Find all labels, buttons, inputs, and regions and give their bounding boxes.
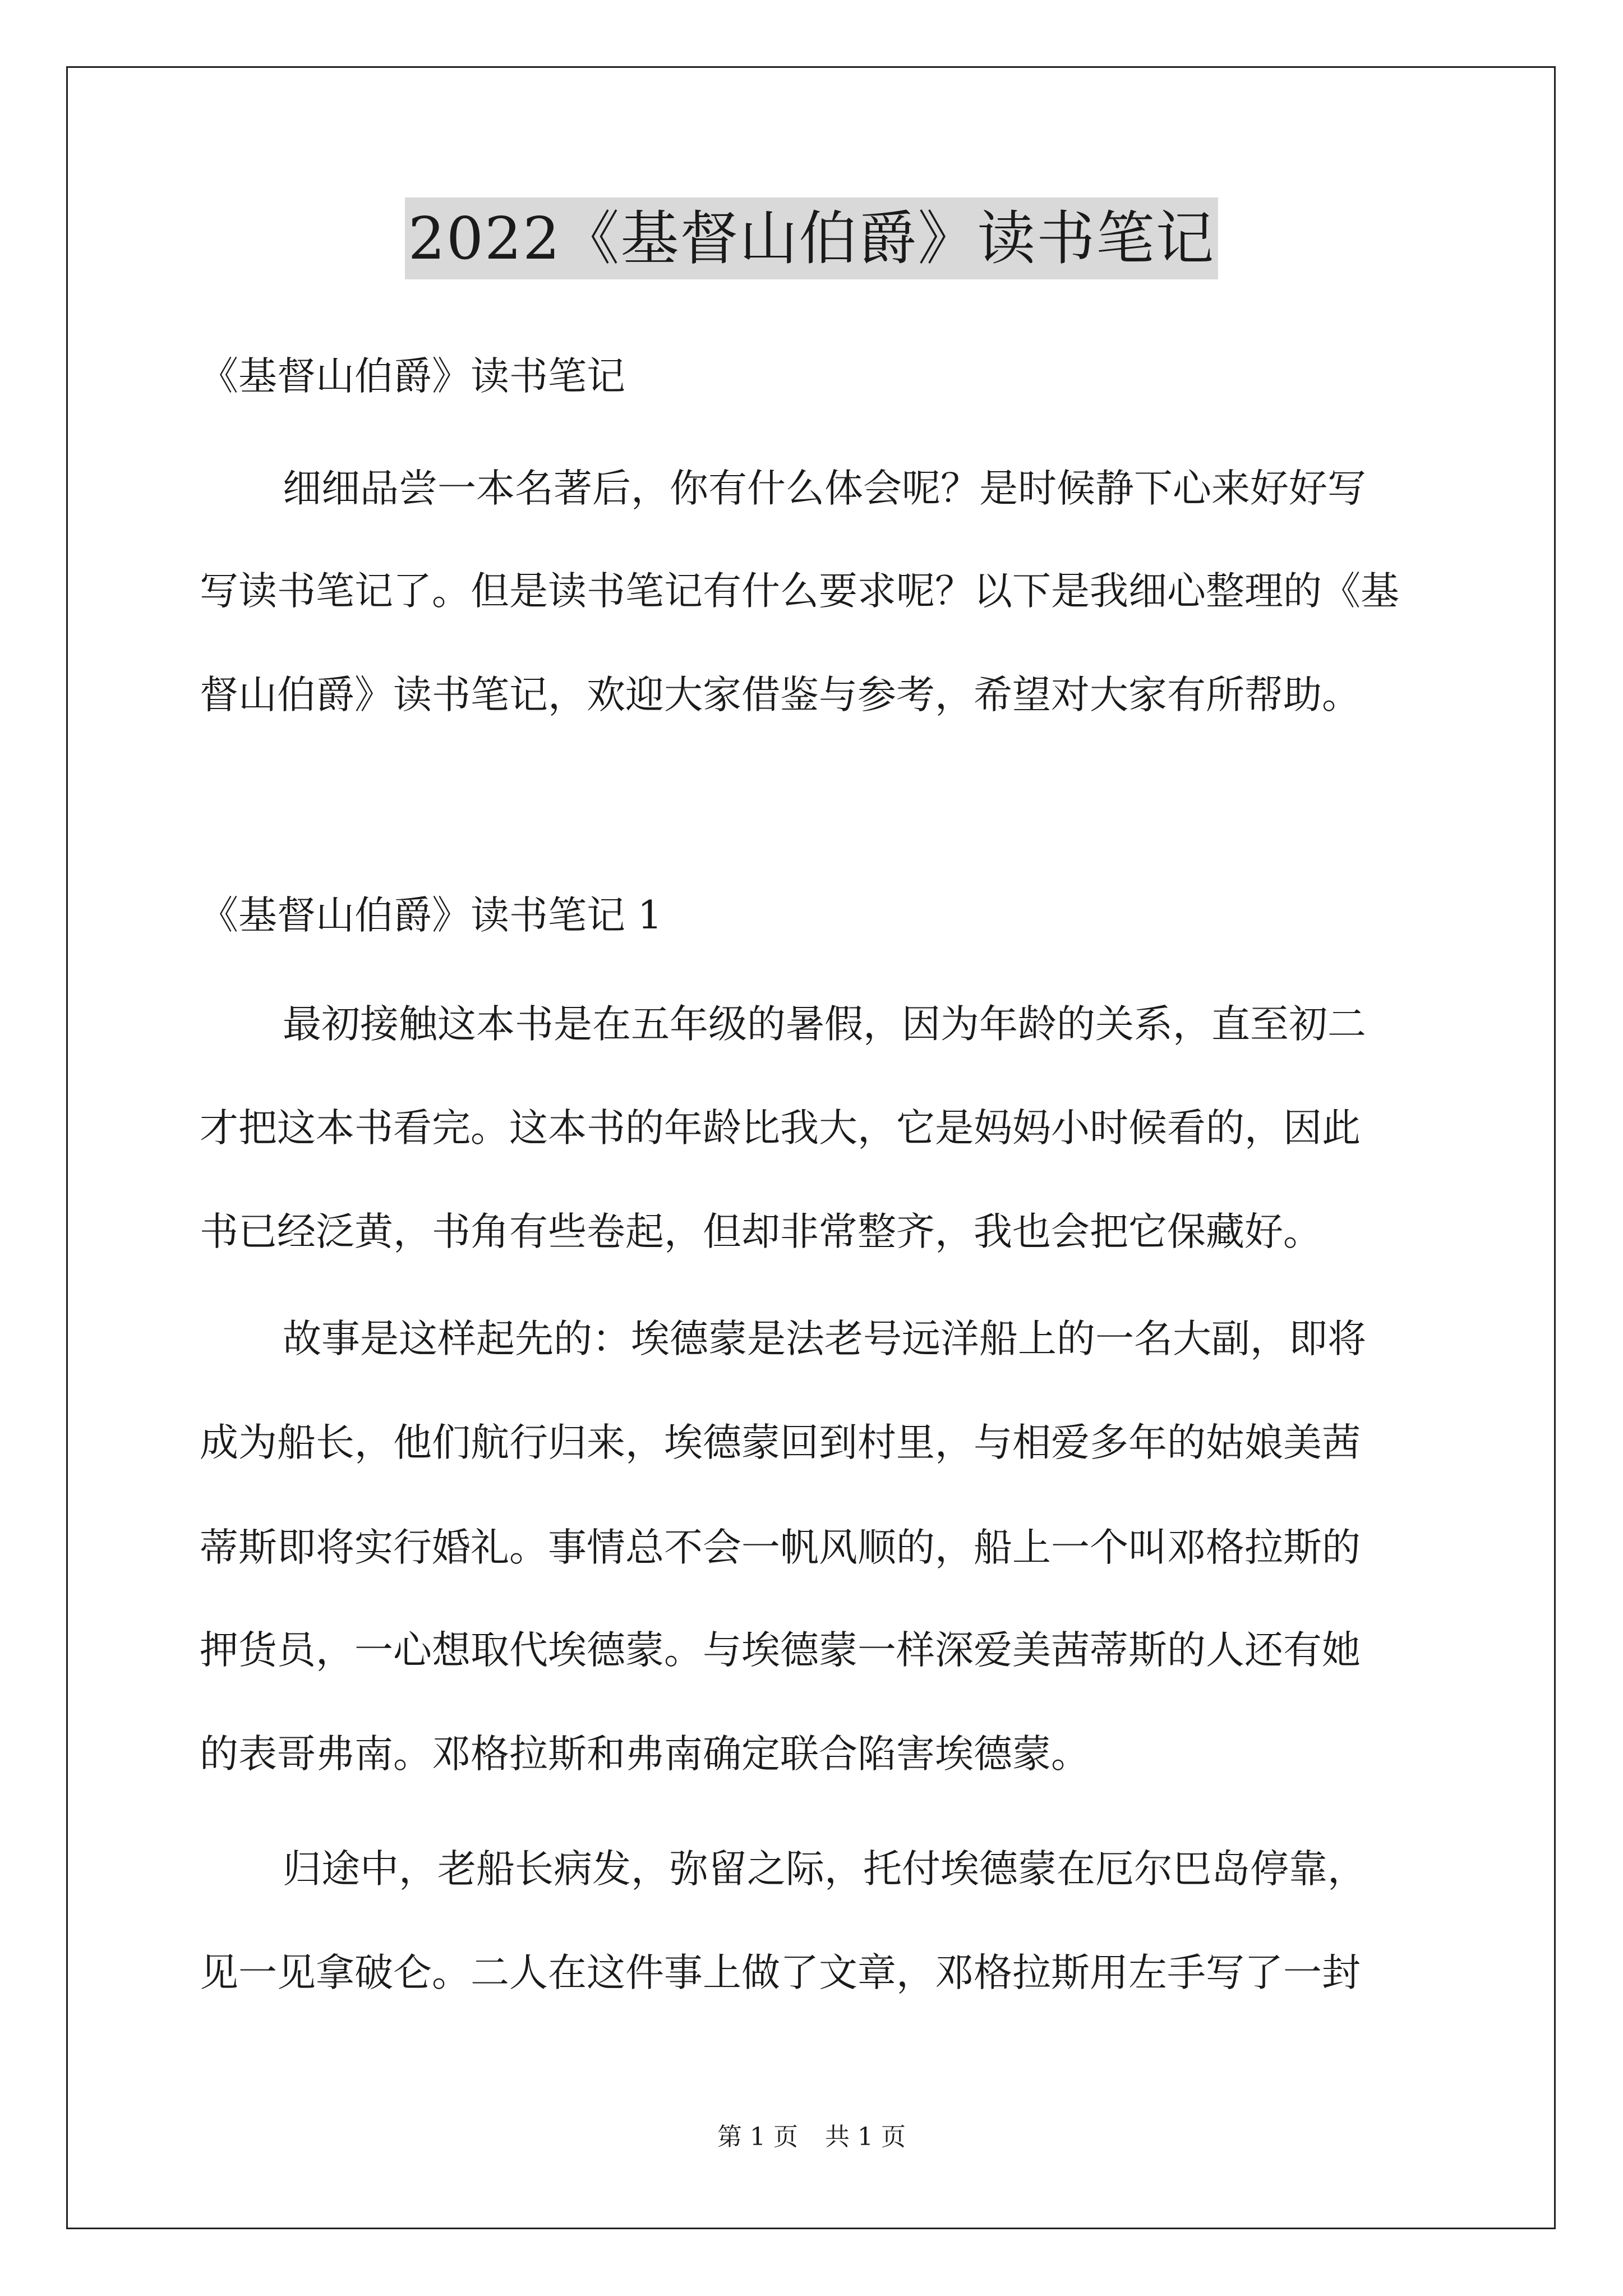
paragraph-line: 才把这本书看完。这本书的年龄比我大，它是妈妈小时候看的，因此 [200, 1106, 1361, 1151]
paragraph-line: 见一见拿破仑。二人在这件事上做了文章，邓格拉斯用左手写了一封 [200, 1950, 1361, 1995]
title-area [0, 197, 1623, 279]
page-number: 第 1 页 [717, 2123, 798, 2151]
paragraph-line: 细细品尝一本名著后，你有什么体会呢？是时候静下心来好好写 [283, 466, 1366, 511]
paragraph-line: 蒂斯即将实行婚礼。事情总不会一帆风顺的，船上一个叫邓格拉斯的 [200, 1525, 1361, 1570]
paragraph-line: 成为船长，他们航行归来，埃德蒙回到村里，与相爱多年的姑娘美茜 [200, 1420, 1361, 1465]
page-footer [0, 2125, 1623, 2150]
paragraph-line: 写读书笔记了。但是读书笔记有什么要求呢？以下是我细心整理的《基 [200, 569, 1399, 614]
page-total: 共 1 页 [825, 2123, 906, 2151]
paragraph-line: 书已经泛黄，书角有些卷起，但却非常整齐，我也会把它保藏好。 [200, 1209, 1322, 1254]
paragraph-line: 的表哥弗南。邓格拉斯和弗南确定联合陷害埃德蒙。 [200, 1732, 1090, 1777]
paragraph-line: 最初接触这本书是在五年级的暑假，因为年龄的关系，直至初二 [283, 1002, 1366, 1047]
paragraph-line: 故事是这样起先的：埃德蒙是法老号远洋船上的一名大副，即将 [283, 1317, 1366, 1361]
section-heading: 《基督山伯爵》读书笔记 1 [200, 893, 662, 938]
subtitle-line: 《基督山伯爵》读书笔记 [200, 354, 625, 399]
paragraph-line: 归途中，老船长病发，弥留之际，托付埃德蒙在厄尔巴岛停靠， [283, 1847, 1366, 1892]
paragraph-line: 督山伯爵》读书笔记，欢迎大家借鉴与参考，希望对大家有所帮助。 [200, 673, 1361, 717]
document-title: 2022《基督山伯爵》读书笔记 [405, 197, 1219, 279]
paragraph-line: 押货员，一心想取代埃德蒙。与埃德蒙一样深爱美茜蒂斯的人还有她 [200, 1628, 1361, 1673]
